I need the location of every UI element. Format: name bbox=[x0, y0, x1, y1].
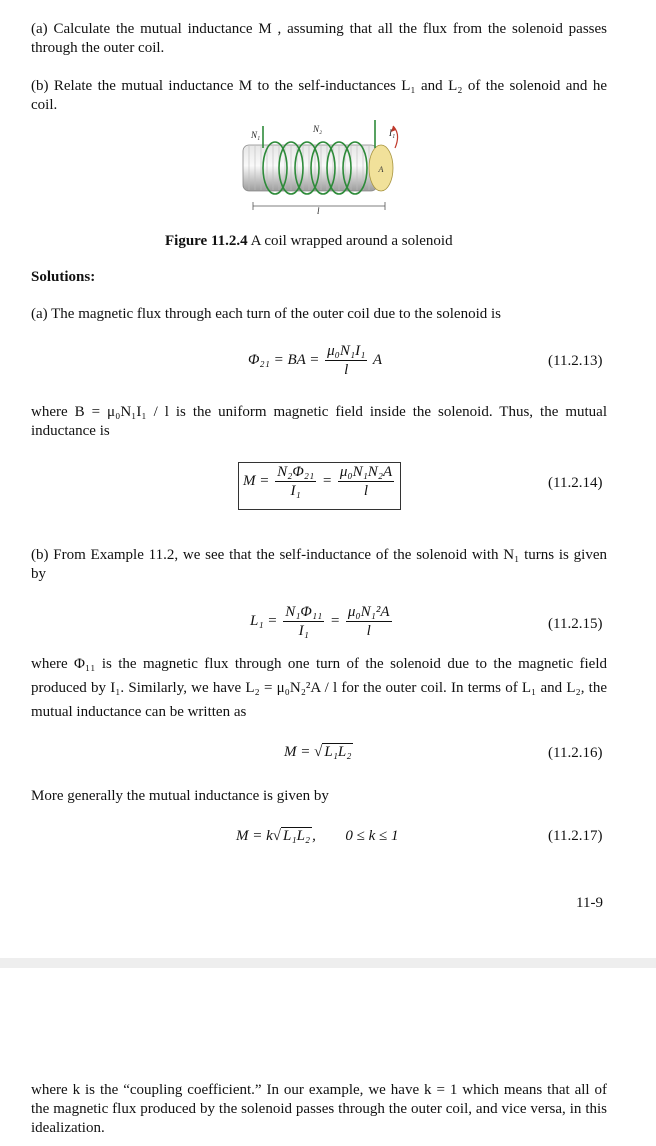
n2-label: N₂ bbox=[313, 124, 323, 134]
equation-11-2-13 bbox=[248, 342, 382, 379]
figure-caption-text: A coil wrapped around a solenoid bbox=[247, 233, 453, 249]
part-a-question: (a) Calculate the mutual inductance M , assuming that all the flux from the solenoid passes through the outer coil. bbox=[31, 21, 607, 56]
eq13-number: (11.2.13) bbox=[548, 353, 603, 369]
equation-11-2-15 bbox=[250, 603, 394, 640]
eq14-numerator-1: N₂Φ₂₁ bbox=[277, 464, 315, 480]
eq16-lhs: M = bbox=[284, 744, 311, 760]
where-phi-text: where Φ₁₁ is the magnetic flux through one turn of the solenoid due to the magnetic field produced by I₁. Similarly, we have L₂ = μ₀N₂²A / l for the outer coil. In terms of L₁ and L₂, the mutual inductance can be written as bbox=[31, 656, 607, 720]
eq15-numerator-1: N₁Φ₁₁ bbox=[285, 604, 323, 620]
solutions-heading: Solutions: bbox=[31, 269, 96, 285]
coupling-coefficient-text: where k is the “coupling coefficient.” In our example, we have k = 1 which means that all of the magnetic flux produced by the solenoid passes through the outer coil, and vice versa, in this idealization. bbox=[31, 1082, 607, 1136]
solenoid-coil-figure bbox=[235, 118, 415, 218]
eq14-lhs: M = bbox=[243, 472, 270, 489]
page-number: 11-9 bbox=[576, 895, 603, 911]
eq13-denominator: l bbox=[344, 362, 349, 378]
eq15-fraction-2 bbox=[346, 603, 392, 640]
solution-a-intro: (a) The magnetic flux through each turn of the outer coil due to the solenoid is bbox=[31, 306, 502, 322]
eq14-denominator-2: l bbox=[363, 483, 369, 499]
figure-caption bbox=[165, 232, 453, 251]
eq16-number: (11.2.16) bbox=[548, 745, 603, 761]
eq15-number: (11.2.15) bbox=[548, 616, 603, 632]
where-b-text: where B = μ₀N₁I₁ / l is the uniform magnetic field inside the solenoid. Thus, the mutual inductance is bbox=[31, 404, 607, 439]
eq14-fraction-2 bbox=[338, 463, 394, 500]
eq15-numerator-2: μ₀N₁²A bbox=[347, 604, 390, 620]
eq14-equals: = bbox=[321, 472, 333, 489]
eq14-numerator-2: μ₀N₁N₂A bbox=[339, 464, 393, 480]
equation-11-2-17: M = k√ L₁L₂ , 0 ≤ k ≤ 1 bbox=[236, 828, 399, 844]
i1-label: I₁ bbox=[389, 128, 396, 138]
n1-label: N₁ bbox=[251, 130, 261, 140]
eq15-denominator-2: l bbox=[366, 623, 371, 639]
eq15-equals: = bbox=[330, 612, 341, 629]
eq13-numerator: μ₀N₁I₁ bbox=[327, 343, 366, 359]
eq17-lhs: M = k bbox=[236, 828, 273, 844]
equation-11-2-16: M = √ L₁L₂ bbox=[284, 744, 352, 760]
eq13-tail: A bbox=[372, 351, 382, 368]
general-text: More generally the mutual inductance is given by bbox=[31, 788, 329, 804]
eq17-range: 0 ≤ k ≤ 1 bbox=[345, 828, 399, 844]
eq14-denominator-1: I₁ bbox=[290, 483, 301, 499]
eq16-radicand: L₁L₂ bbox=[324, 744, 352, 760]
eq15-fraction-1 bbox=[283, 603, 324, 640]
eq14-fraction-1 bbox=[275, 463, 316, 500]
length-label: l bbox=[317, 206, 320, 216]
solution-b-intro: (b) From Example 11.2, we see that the self-inductance of the solenoid with N₁ turns is given by bbox=[31, 547, 607, 582]
eq15-lhs: L₁ = bbox=[250, 612, 278, 629]
figure-caption-number: Figure 11.2.4 bbox=[165, 233, 248, 249]
part-b-question: (b) Relate the mutual inductance M to the self-inductances L₁ and L₂ of the solenoid and he coil. bbox=[31, 78, 607, 113]
eq13-lhs: Φ₂₁ = BA = bbox=[248, 351, 320, 368]
page-break bbox=[0, 958, 656, 968]
eq13-fraction bbox=[325, 342, 367, 379]
eq17-number: (11.2.17) bbox=[548, 828, 603, 844]
eq17-tail: , bbox=[312, 828, 316, 844]
eq14-number: (11.2.14) bbox=[548, 475, 603, 491]
eq15-denominator-1: I₁ bbox=[298, 623, 309, 639]
eq17-radicand: L₁L₂ bbox=[283, 828, 311, 844]
equation-11-2-14 bbox=[238, 462, 401, 510]
area-label: A bbox=[378, 165, 384, 174]
